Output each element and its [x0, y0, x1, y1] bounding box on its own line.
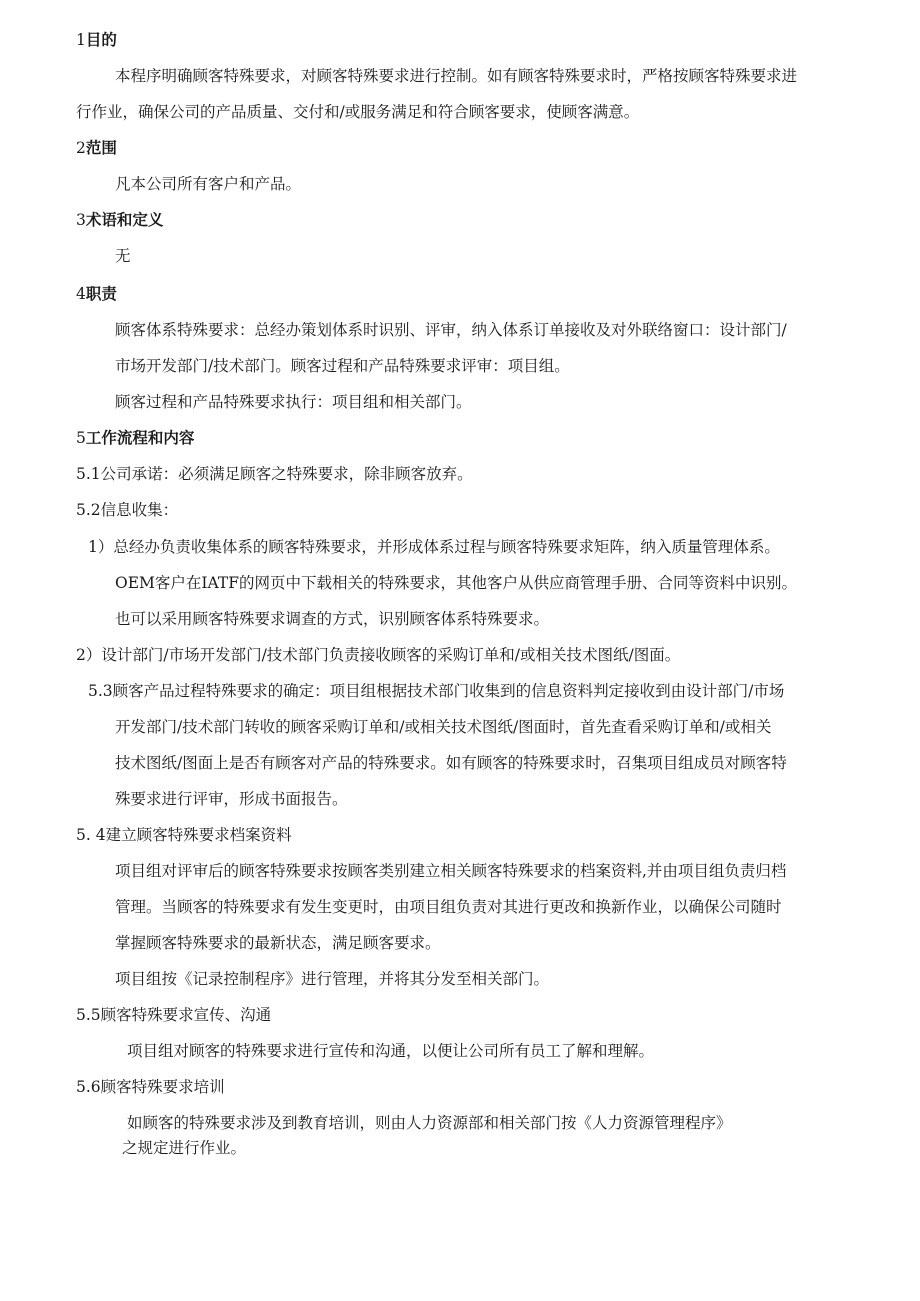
section-number: 3 [76, 211, 86, 229]
paragraph-line: 殊要求进行评审，形成书面报告。 [115, 790, 348, 808]
paragraph-line: 掌握顾客特殊要求的最新状态，满足顾客要求。 [115, 934, 441, 952]
paragraph-line: 5.6顾客特殊要求培训 [76, 1078, 225, 1096]
paragraph-line: 5.3顾客产品过程特殊要求的确定：项目组根据技术部门收集到的信息资料判定接收到由设计部门/市场 [88, 682, 785, 700]
paragraph-line: 2）设计部门/市场开发部门/技术部门负责接收顾客的采购订单和/或相关技术图纸/图面。 [76, 646, 681, 664]
paragraph-line: 5. 4建立顾客特殊要求档案资料 [76, 826, 292, 844]
section-title: 范围 [85, 139, 117, 157]
paragraph-line: 开发部门/技术部门转收的顾客采购订单和/或相关技术图纸/图面时，首先查看采购订单和/或相关 [115, 718, 772, 736]
paragraph-line: 管理。当顾客的特殊要求有发生变更时，由项目组负责对其进行更改和换新作业，以确保公司随时 [115, 898, 782, 916]
paragraph-line: 之规定进行作业。 [122, 1139, 247, 1157]
paragraph-line: 技术图纸/图面上是否有顾客对产品的特殊要求。如有顾客的特殊要求时，召集项目组成员对顾客特 [115, 754, 787, 772]
section-heading-terms [76, 210, 163, 230]
section-title: 职责 [85, 285, 117, 303]
section-heading-workflow [76, 428, 194, 448]
section-number: 5 [76, 429, 86, 447]
section-title: 目的 [85, 31, 117, 49]
section-title: 术语和定义 [85, 211, 164, 229]
paragraph-line: 凡本公司所有客户和产品。 [115, 175, 302, 193]
paragraph-line: 无 [115, 247, 131, 265]
section-heading-responsibilities [76, 284, 117, 304]
paragraph-line: 顾客体系特殊要求：总经办策划体系时识别、评审，纳入体系订单接收及对外联络窗口：设计部门/ [115, 321, 787, 339]
paragraph-line: 项目组对评审后的顾客特殊要求按顾客类别建立相关顾客特殊要求的档案资料,并由项目组负责归档 [115, 862, 787, 880]
paragraph-line: 市场开发部门/技术部门。顾客过程和产品特殊要求评审：项目组。 [115, 357, 570, 375]
paragraph-line: 项目组按《记录控制程序》进行管理，并将其分发至相关部门。 [115, 970, 550, 988]
section-number: 2 [76, 139, 86, 157]
paragraph-line: 5.1公司承诺：必须满足顾客之特殊要求，除非顾客放弃。 [76, 465, 473, 483]
paragraph-line: 项目组对顾客的特殊要求进行宣传和沟通，以便让公司所有员工了解和理解。 [127, 1042, 655, 1060]
paragraph-line: OEM客户在IATF的网页中下载相关的特殊要求，其他客户从供应商管理手册、合同等资料中识别。 [115, 574, 797, 592]
paragraph-line: 5.2信息收集： [76, 501, 179, 519]
paragraph-line: 如顾客的特殊要求涉及到教育培训，则由人力资源部和相关部门按《人力资源管理程序》 [127, 1114, 732, 1132]
section-heading-purpose [76, 30, 117, 50]
section-title: 工作流程和内容 [85, 429, 195, 447]
section-number: 4 [76, 285, 86, 303]
section-heading-scope [76, 138, 117, 158]
section-number: 1 [76, 31, 86, 49]
paragraph-line: 5.5顾客特殊要求宣传、沟通 [76, 1006, 272, 1024]
paragraph-line: 本程序明确顾客特殊要求，对顾客特殊要求进行控制。如有顾客特殊要求时，严格按顾客特殊要求进 [115, 67, 798, 85]
paragraph-line: 行作业，确保公司的产品质量、交付和/或服务满足和符合顾客要求，使顾客满意。 [76, 103, 640, 121]
paragraph-line: 也可以采用顾客特殊要求调查的方式，识别顾客体系特殊要求。 [115, 610, 550, 628]
paragraph-line: 1）总经办负责收集体系的顾客特殊要求，并形成体系过程与顾客特殊要求矩阵，纳入质量管理体系。 [88, 538, 780, 556]
paragraph-line: 顾客过程和产品特殊要求执行：项目组和相关部门。 [115, 393, 472, 411]
